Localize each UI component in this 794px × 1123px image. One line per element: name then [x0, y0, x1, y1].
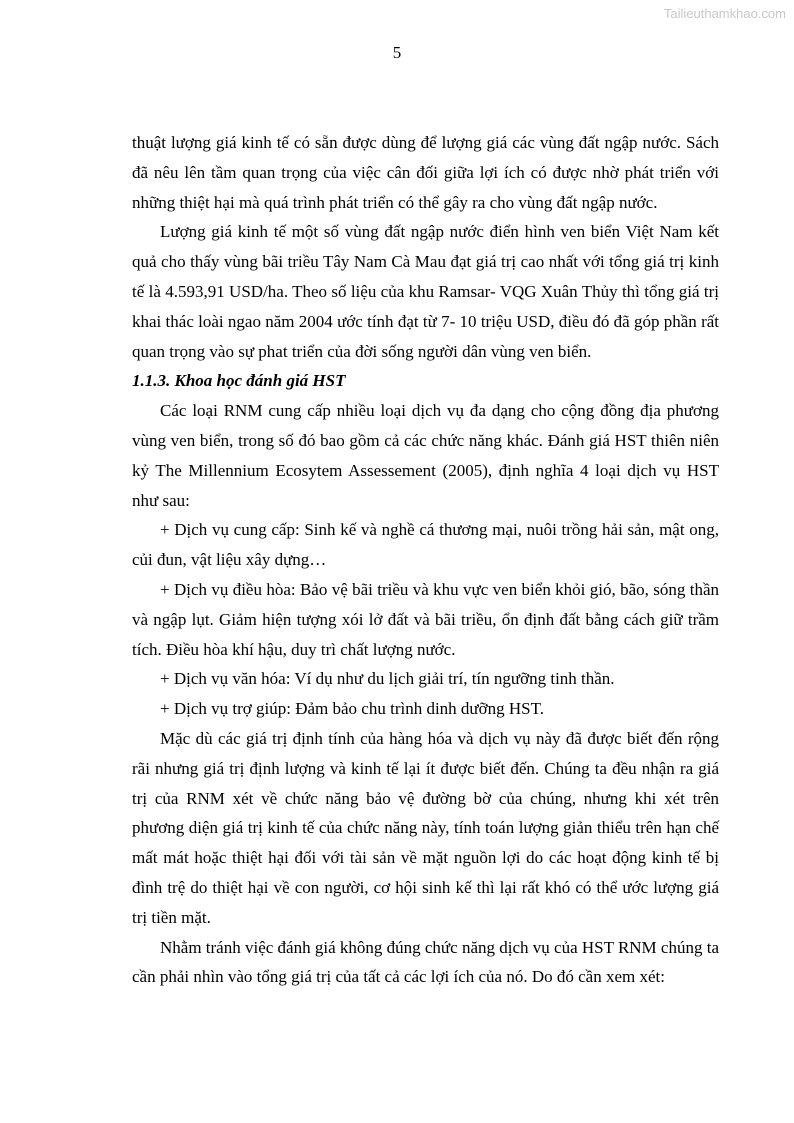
list-item-provisioning: + Dịch vụ cung cấp: Sinh kế và nghề cá thương mại, nuôi trồng hải sản, mật ong, củi đun, vật liệu xây dựng… [132, 520, 719, 570]
paragraph-2: Lượng giá kinh tế một số vùng đất ngập nước điển hình ven biển Việt Nam kết quả cho thấy vùng bãi triều Tây Nam Cà Mau đạt giá trị cao nhất với tổng giá trị kinh tế là 4.593,91 USD/ha. Theo số liệu của khu Ramsar- VQG Xuân Thủy thì tổng giá trị khai thác loài ngao năm 2004 ước tính đạt từ 7- 10 triệu USD, điều đó đã góp phần rất quan trọng vào sự phat triển của đời sống người dân vùng ven biển. [132, 222, 719, 361]
paragraph-8: Mặc dù các giá trị định tính của hàng hóa và dịch vụ này đã được biết đến rộng rãi nhưng giá trị định lượng và kinh tế lại ít được biết đến. Chúng ta đều nhận ra giá trị của RNM xét về chức năng bảo vệ đường bờ của chúng, nhưng khi xét trên phương diện giá trị kinh tế của chức năng này, tính toán lượng giản thiểu trên hạn chế mất mát hoặc thiệt hại đối với tài sản về mặt nguồn lợi do các hoạt động kinh tế bị đình trệ do thiệt hại về con người, cơ hội sinh kế thì lại rất khó có thể ước lượng giá trị tiền mặt. [132, 728, 719, 927]
paragraph-1: thuật lượng giá kinh tế có sẵn được dùng để lượng giá các vùng đất ngập nước. Sách đã nêu lên tầm quan trọng của việc cân đối giữa lợi ích có được nhờ phát triển với những thiệt hại mà quá trình phát triển có thể gây ra cho vùng đất ngập nước. [132, 133, 719, 212]
section-heading: 1.1.3. Khoa học đánh giá HST [132, 371, 346, 391]
page-number: 5 [392, 43, 402, 62]
list-item-supporting: + Dịch vụ trợ giúp: Đảm bảo chu trình dinh dưỡng HST. [160, 699, 544, 719]
list-item-regulating: + Dịch vụ điều hòa: Bảo vệ bãi triều và khu vực ven biển khỏi gió, bão, sóng thần và ngập lụt. Giảm hiện tượng xói lở đất và bãi triều, ổn định đất bằng cách giữ trầm tích. Điều hòa khí hậu, duy trì chất lượng nước. [132, 579, 719, 659]
watermark: Tailieuthamkhao.com [663, 6, 786, 21]
paragraph-9: Nhằm tránh việc đánh giá không đúng chức năng dịch vụ của HST RNM chúng ta cần phải nhìn vào tổng giá trị của tất cả các lợi ích của nó. Do đó cần xem xét: [132, 937, 719, 987]
list-item-cultural: + Dịch vụ văn hóa: Ví dụ như du lịch giải trí, tín ngưỡng tinh thần. [160, 669, 615, 689]
paragraph-3: Các loại RNM cung cấp nhiều loại dịch vụ đa dạng cho cộng đồng địa phương vùng ven biển, trong số đó bao gồm cả các chức năng khác. Đánh giá HST thiên niên kỷ The Millennium Ecosytem Assessement (2005), định nghĩa 4 loại dịch vụ HST như sau: [132, 401, 719, 510]
document-body [132, 128, 719, 992]
